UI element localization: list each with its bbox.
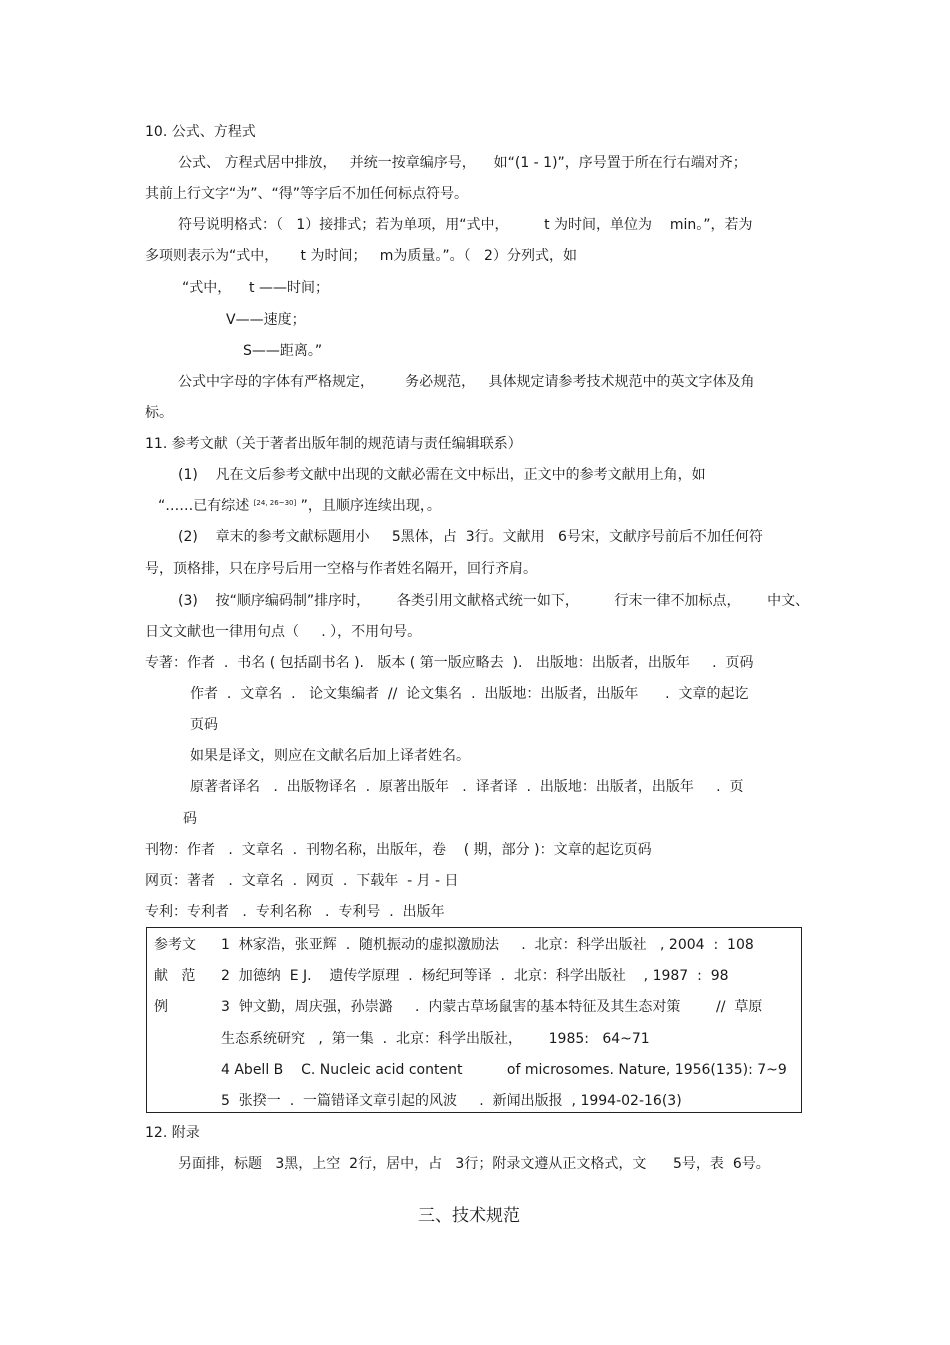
paragraph-line: 另面排，标题 3黑，上空 2行，居中，占 3行；附录文遵从正文格式，文 5号，表 6号。 — [178, 1156, 770, 1172]
paragraph-line: 多项则表示为“式中， t 为时间； m为质量。”。（ 2）分列式，如 — [145, 248, 577, 264]
paragraph-line: 标。 — [145, 405, 173, 421]
symbol-list-item: V——速度； — [226, 312, 306, 328]
citation-superscript: [24, 26~30] — [253, 499, 297, 507]
reference-example-label: 献 范 — [154, 968, 196, 984]
format-monograph: 如果是译文，则应在文献名后加上译者姓名。 — [190, 748, 470, 764]
reference-entry: 3 钟文勤，周庆强，孙崇潞 . 内蒙古草场鼠害的基本特征及其生态对策 // 草原 — [221, 999, 763, 1015]
format-webpage: 网页：著者 . 文章名 . 网页 . 下载年 - 月 - 日 — [145, 873, 459, 889]
reference-entry: 5 张揆一 . 一篇错译文章引起的风波 . 新闻出版报 , 1994-02-16(3) — [221, 1093, 682, 1109]
format-monograph: 页码 — [190, 717, 218, 733]
format-monograph: 作者 . 文章名 . 论文集编者 // 论文集名 . 出版地：出版者，出版年 . 文章的起讫 — [190, 686, 749, 702]
reference-entry: 4 Abell B C. Nucleic acid content of microsomes. Nature, 1956(135): 7~9 — [221, 1062, 787, 1078]
paragraph-line: 符号说明格式：（ 1）接排式；若为单项，用“式中， t 为时间，单位为 min。”，若为 — [178, 217, 753, 233]
rule-2-line: (2) 章末的参考文献标题用小 5黑体，占 3行。文献用 6号宋，文献序号前后不加任何符 — [178, 529, 763, 545]
rule-1-text-a: “……已有综述 — [158, 498, 254, 514]
rule-3-line: 日文文献也一律用句点（ . ），不用句号。 — [145, 624, 422, 640]
section-12-heading: 12. 附录 — [145, 1125, 200, 1141]
rule-1-text-b: ”，且顺序连续出现，。 — [296, 498, 441, 514]
paragraph-line: 公式中字母的字体有严格规定， 务必规范， 具体规定请参考技术规范中的英文字体及角 — [178, 374, 755, 390]
reference-entry: 2 加德纳 E J. 遗传学原理 . 杨纪珂等译 . 北京：科学出版社 , 1987 : 98 — [221, 968, 729, 984]
reference-entry: 生态系统研究 , 第一集 . 北京：科学出版社， 1985: 64~71 — [221, 1031, 650, 1047]
rule-1-line — [158, 497, 441, 515]
symbol-list-item: “式中， t ——时间； — [182, 280, 329, 296]
format-journal: 刊物：作者 . 文章名 . 刊物名称，出版年，卷 ( 期，部分 )：文章的起讫页码 — [145, 842, 652, 858]
section-11-heading: 11. 参考文献（关于著者出版年制的规范请与责任编辑联系） — [145, 436, 522, 452]
paragraph-line: 其前上行文字“为”、“得”等字后不加任何标点符号。 — [145, 186, 469, 202]
format-patent: 专利：专利者 . 专利名称 . 专利号 . 出版年 — [145, 904, 445, 920]
reference-example-label: 参考文 — [154, 937, 196, 953]
reference-example-box — [146, 927, 802, 1113]
section-3-title: 三、技术规范 — [418, 1206, 520, 1226]
rule-3-line: (3) 按“顺序编码制”排序时， 各类引用文献格式统一如下， 行末一律不加标点， 中文、 — [178, 593, 810, 609]
paragraph-line: 公式、 方程式居中排放， 并统一按章编序号， 如“(1 - 1)”，序号置于所在行右端对齐； — [178, 155, 747, 171]
rule-2-line: 号，顶格排，只在序号后用一空格与作者姓名隔开，回行齐肩。 — [145, 561, 537, 577]
reference-entry: 1 林家浩，张亚辉 . 随机振动的虚拟激励法 . 北京：科学出版社 , 2004 : 108 — [221, 937, 754, 953]
rule-1-line: (1) 凡在文后参考文献中出现的文献必需在文中标出，正文中的参考文献用上角，如 — [178, 467, 706, 483]
format-monograph: 专著：作者 . 书名 ( 包括副书名 ). 版本 ( 第一版应略去 ). 出版地：出版者，出版年 . 页码 — [145, 655, 754, 671]
format-monograph: 原著者译名 . 出版物译名 . 原著出版年 . 译者译 . 出版地：出版者，出版年 . 页 — [190, 779, 744, 795]
reference-example-label: 例 — [154, 999, 168, 1015]
symbol-list-item: S——距离。” — [243, 343, 323, 359]
section-10-heading: 10. 公式、方程式 — [145, 124, 256, 140]
format-monograph: 码 — [183, 811, 197, 827]
